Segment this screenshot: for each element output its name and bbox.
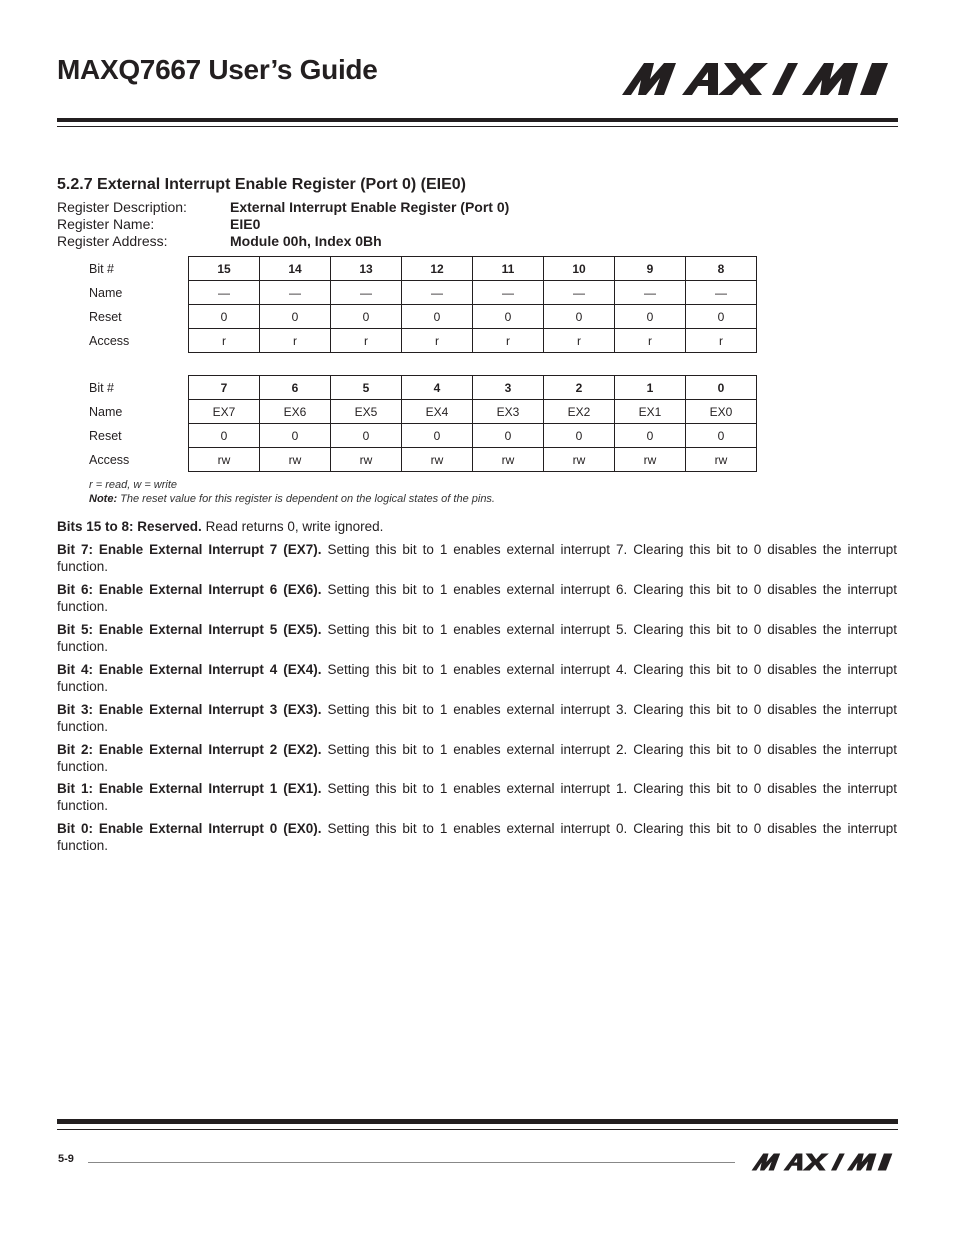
register-address-label: Register Address: <box>57 233 168 249</box>
bit-description-text: Setting this bit to 1 enables external interrupt 1. Clearing this bit to 0 disables the interrupt function. <box>57 781 897 813</box>
access-row <box>87 448 757 472</box>
header-rule-thick <box>57 118 898 122</box>
bit-cell: 6 <box>260 376 331 400</box>
access-cell: rw <box>686 448 757 472</box>
row-label-name: Name <box>89 404 123 419</box>
bit-description-lead: Bits 15 to 8: Reserved. <box>57 519 202 534</box>
name-cell: — <box>686 281 757 305</box>
register-address-value: Module 00h, Index 0Bh <box>230 233 382 249</box>
access-cell: r <box>473 329 544 353</box>
register-description-label: Register Description: <box>57 199 187 215</box>
access-legend: r = read, w = write <box>89 479 178 491</box>
row-label-bit: Bit # <box>89 261 115 276</box>
bit-description-text: Setting this bit to 1 enables external interrupt 4. Clearing this bit to 0 disables the interrupt function. <box>57 662 897 694</box>
bit-number-row <box>87 257 757 281</box>
reset-cell: 0 <box>473 305 544 329</box>
bit-description-text: Setting this bit to 1 enables external interrupt 3. Clearing this bit to 0 disables the interrupt function. <box>57 702 897 734</box>
bit-description-lead: Bit 6: Enable External Interrupt 6 (EX6). <box>57 582 322 597</box>
row-label-access: Access <box>89 452 130 467</box>
bit-description-lead: Bit 1: Enable External Interrupt 1 (EX1). <box>57 781 322 796</box>
header-rule-thin <box>57 126 898 127</box>
access-cell: rw <box>260 448 331 472</box>
section-title: 5.2.7 External Interrupt Enable Register (Port 0) (EIE0) <box>57 176 466 193</box>
name-cell: — <box>260 281 331 305</box>
reset-cell: 0 <box>544 305 615 329</box>
bit-cell: 2 <box>544 376 615 400</box>
reset-cell: 0 <box>189 305 260 329</box>
name-cell: — <box>544 281 615 305</box>
access-cell: rw <box>402 448 473 472</box>
register-name-row <box>57 216 260 232</box>
bit-description <box>57 662 897 695</box>
page-number: 5-9 <box>58 1153 74 1165</box>
name-row <box>87 281 757 305</box>
maxim-footer-logo <box>750 1153 895 1171</box>
access-cell: r <box>544 329 615 353</box>
access-cell: r <box>686 329 757 353</box>
bit-description <box>57 821 897 854</box>
access-cell: r <box>331 329 402 353</box>
bit-description-lead: Bit 5: Enable External Interrupt 5 (EX5). <box>57 622 322 637</box>
reset-cell: 0 <box>402 305 473 329</box>
name-row <box>87 400 757 424</box>
bit-cell: 4 <box>402 376 473 400</box>
name-cell: EX4 <box>402 400 473 424</box>
reset-cell: 0 <box>473 424 544 448</box>
bit-cell: 1 <box>615 376 686 400</box>
reset-cell: 0 <box>686 305 757 329</box>
bit-description <box>57 781 897 814</box>
register-description-row <box>57 199 509 215</box>
name-cell: EX2 <box>544 400 615 424</box>
access-cell: rw <box>189 448 260 472</box>
name-cell: EX0 <box>686 400 757 424</box>
reset-cell: 0 <box>331 305 402 329</box>
name-cell: — <box>402 281 473 305</box>
bit-number-row <box>87 376 757 400</box>
name-cell: — <box>615 281 686 305</box>
reset-cell: 0 <box>615 424 686 448</box>
bit-cell: 7 <box>189 376 260 400</box>
access-cell: rw <box>544 448 615 472</box>
bit-description-text: Setting this bit to 1 enables external interrupt 5. Clearing this bit to 0 disables the interrupt function. <box>57 622 897 654</box>
register-address-row <box>57 233 382 249</box>
name-cell: — <box>331 281 402 305</box>
bit-cell: 0 <box>686 376 757 400</box>
row-label-reset: Reset <box>89 428 122 443</box>
bit-cell: 3 <box>473 376 544 400</box>
bit-description-lead: Bit 7: Enable External Interrupt 7 (EX7). <box>57 542 322 557</box>
footer-rule-thin <box>57 1129 898 1130</box>
name-cell: EX6 <box>260 400 331 424</box>
bit-cell: 9 <box>615 257 686 281</box>
row-label-access: Access <box>89 333 130 348</box>
maxim-logo <box>622 62 890 96</box>
bit-description-text: Read returns 0, write ignored. <box>201 519 384 534</box>
bit-description-lead: Bit 0: Enable External Interrupt 0 (EX0). <box>57 821 322 836</box>
bit-description <box>57 622 897 655</box>
access-cell: r <box>615 329 686 353</box>
bit-description-lead: Bit 2: Enable External Interrupt 2 (EX2). <box>57 742 322 757</box>
access-cell: rw <box>331 448 402 472</box>
bit-cell: 10 <box>544 257 615 281</box>
row-label-reset: Reset <box>89 309 122 324</box>
bit-description-text: Setting this bit to 1 enables external interrupt 7. Clearing this bit to 0 disables the interrupt function. <box>57 542 897 574</box>
reset-cell: 0 <box>402 424 473 448</box>
bit-cell: 14 <box>260 257 331 281</box>
footer-line <box>88 1162 735 1163</box>
bit-description <box>57 519 897 536</box>
reset-cell: 0 <box>686 424 757 448</box>
bit-description <box>57 542 897 575</box>
reset-cell: 0 <box>615 305 686 329</box>
name-cell: EX1 <box>615 400 686 424</box>
bit-description-lead: Bit 4: Enable External Interrupt 4 (EX4). <box>57 662 322 677</box>
reset-row <box>87 305 757 329</box>
reset-cell: 0 <box>189 424 260 448</box>
reset-note <box>89 493 495 505</box>
register-name-value: EIE0 <box>230 216 261 232</box>
reset-row <box>87 424 757 448</box>
bit-cell: 12 <box>402 257 473 281</box>
bit-cell: 13 <box>331 257 402 281</box>
name-cell: EX5 <box>331 400 402 424</box>
access-cell: rw <box>473 448 544 472</box>
access-cell: r <box>260 329 331 353</box>
access-cell: r <box>402 329 473 353</box>
bit-description-text: Setting this bit to 1 enables external interrupt 0. Clearing this bit to 0 disables the interrupt function. <box>57 821 897 853</box>
bit-description <box>57 582 897 615</box>
bit-description-lead: Bit 3: Enable External Interrupt 3 (EX3). <box>57 702 322 717</box>
register-table-low <box>87 375 757 472</box>
name-cell: EX7 <box>189 400 260 424</box>
reset-cell: 0 <box>544 424 615 448</box>
reset-cell: 0 <box>260 305 331 329</box>
document-title: MAXQ7667 User’s Guide <box>57 54 378 85</box>
reset-cell: 0 <box>331 424 402 448</box>
register-description-value: External Interrupt Enable Register (Port 0) <box>230 199 510 215</box>
bit-cell: 11 <box>473 257 544 281</box>
bit-cell: 15 <box>189 257 260 281</box>
note-text: The reset value for this register is dependent on the logical states of the pins. <box>117 493 495 505</box>
bit-description-text: Setting this bit to 1 enables external interrupt 2. Clearing this bit to 0 disables the interrupt function. <box>57 742 897 774</box>
name-cell: — <box>189 281 260 305</box>
name-cell: EX3 <box>473 400 544 424</box>
bit-description <box>57 702 897 735</box>
name-cell: — <box>473 281 544 305</box>
reset-cell: 0 <box>260 424 331 448</box>
bit-cell: 8 <box>686 257 757 281</box>
bit-description <box>57 742 897 775</box>
access-row <box>87 329 757 353</box>
bit-description-text: Setting this bit to 1 enables external interrupt 6. Clearing this bit to 0 disables the interrupt function. <box>57 582 897 614</box>
row-label-bit: Bit # <box>89 380 115 395</box>
register-name-label: Register Name: <box>57 216 155 232</box>
access-cell: rw <box>615 448 686 472</box>
access-cell: r <box>189 329 260 353</box>
register-table-high <box>87 256 757 353</box>
note-label: Note: <box>89 493 118 505</box>
footer-rule-thick <box>57 1119 898 1124</box>
row-label-name: Name <box>89 285 123 300</box>
bit-cell: 5 <box>331 376 402 400</box>
